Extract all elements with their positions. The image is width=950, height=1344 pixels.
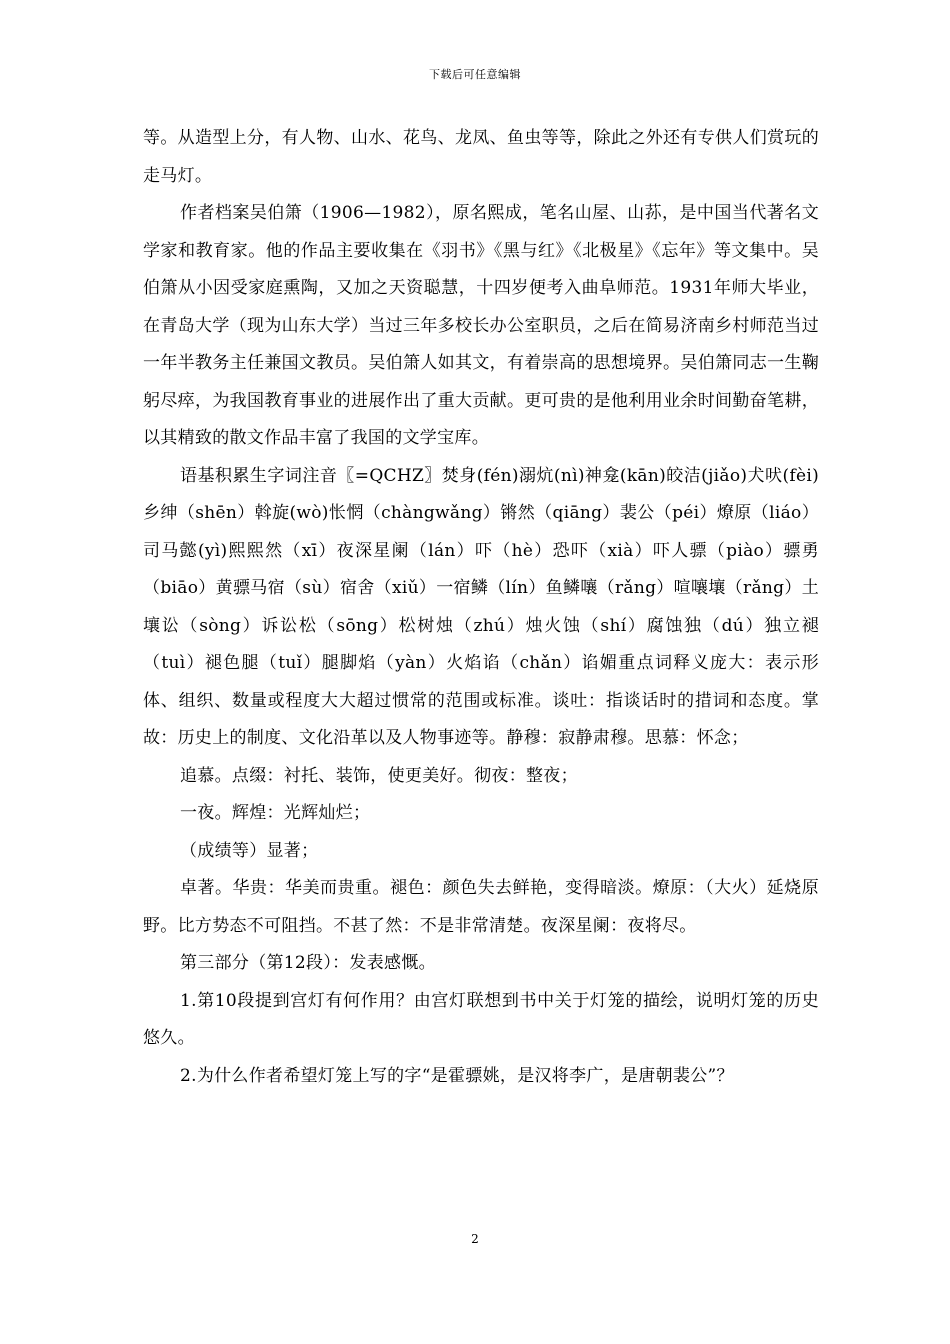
page-number: 2 (471, 1232, 479, 1246)
paragraph-author-profile: 作者档案吴伯箫（1906—1982），原名熙成，笔名山屋、山荪，是中国当代著名文学家和教育家。他的作品主要收集在《羽书》《黑与红》《北极星》《忘年》等文集中。吴伯箫从小因受家庭熏陶，又加之天资聪慧，十四岁便考入曲阜师范。1931年师大毕业，在青岛大学（现为山东大学）当过三年多校长办公室职员，之后在简易济南乡村师范当过一年半教务主任兼国文教员。吴伯箫人如其文，有着崇高的思想境界。吴伯箫同志一生鞠躬尽瘁，为我国教育事业的进展作出了重大贡献。更可贵的是他利用业余时间勤奋笔耕，以其精致的散文作品丰富了我国的文学宝库。 (143, 203, 819, 448)
page-header: 下载后可任意编辑 (429, 68, 521, 81)
paragraph-1: 等。从造型上分，有人物、山水、花鸟、龙凤、鱼虫等等，除此之外还有专供人们赏玩的走马灯。 (143, 128, 819, 186)
document-body (143, 120, 819, 1095)
paragraph-vocabulary: 语基积累生字词注音〖=QCHZ〗焚身(fén)溺炕(nì)神龛(kān)皎洁(jiǎo)犬吠(fèi)乡绅（shēn）斡旋(wò)怅惘（chàngwǎng）锵然（qiāng）裴公（péi）燎原（liáo）司马懿(yì)熙熙然（xī）夜深星阑（lán）吓（hè）恐吓（xià）吓人骠（piào）骠勇（biāo）黄骠马宿（sù）宿舍（xiǔ）一宿鳞（lín）鱼鳞嚷（rǎng）喧嚷壤（rǎng）土壤讼（sòng）诉讼松（sōng）松树烛（zhú）烛火蚀（shí）腐蚀独（dú）独立褪（tuì）褪色腿（tuǐ）腿脚焰（yàn）火焰谄（chǎn）谄媚重点词释义庞大：表示形体、组织、数量或程度大大超过惯常的范围或标准。谈吐：指谈话时的措词和态度。掌故：历史上的制度、文化沿革以及人物事迹等。静穆：寂静肃穆。思慕：怀念； (143, 465, 819, 748)
question-2: 2.为什么作者希望灯笼上写的字“是霍骠姚，是汉将李广，是唐朝裴公”？ (180, 1065, 734, 1086)
paragraph-part-three: 第三部分（第12段）：发表感慨。 (180, 953, 436, 973)
paragraph-5: 一夜。辉煌：光辉灿烂； (180, 803, 371, 823)
paragraph-4: 追慕。点缀：衬托、装饰，使更美好。彻夜：整夜； (180, 765, 578, 786)
question-1: 1.第10段提到宫灯有何作用？由宫灯联想到书中关于灯笼的描绘，说明灯笼的历史悠久。 (143, 990, 819, 1048)
paragraph-7: 卓著。华贵：华美而贵重。褪色：颜色失去鲜艳，变得暗淡。燎原：（大火）延烧原野。比方势态不可阻挡。不甚了然：不是非常清楚。夜深星阑：夜将尽。 (143, 878, 819, 936)
paragraph-6: （成绩等）显著； (180, 840, 319, 861)
